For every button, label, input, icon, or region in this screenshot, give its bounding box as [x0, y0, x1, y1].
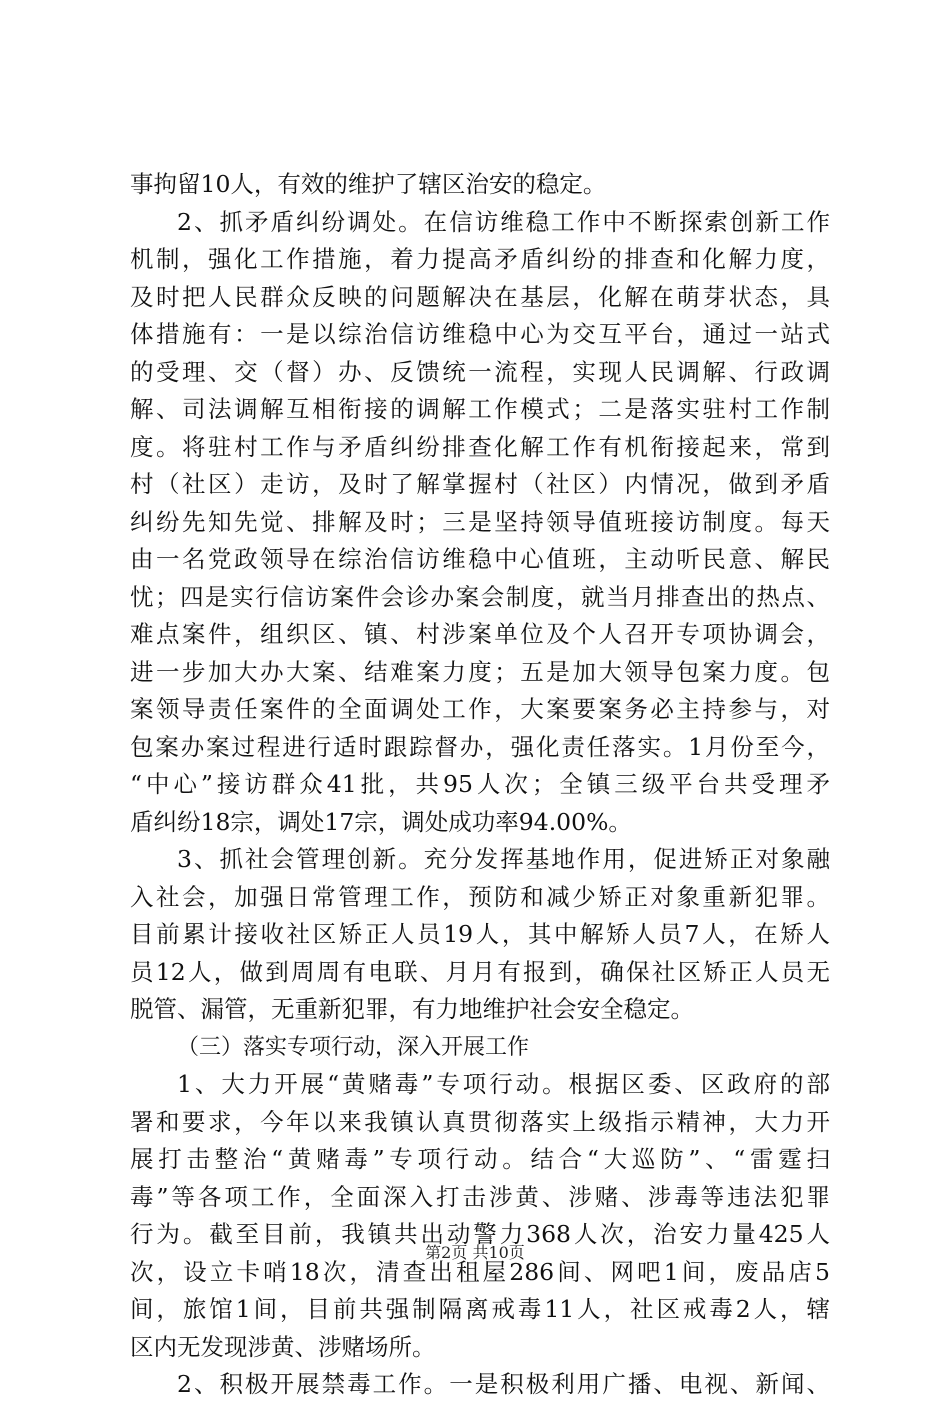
text-line: 盾纠纷18宗，调处17宗，调处成功率94.00%。	[130, 807, 632, 836]
text-line: 机制，强化工作措施，着力提高矛盾纠纷的排查和化解力度，	[130, 245, 830, 273]
text-line: 2、抓矛盾纠纷调处。在信访维稳工作中不断探索创新工作	[177, 207, 830, 236]
text-line: 忧；四是实行信访案件会诊办案会制度，就当月排查出的热点、	[130, 582, 830, 611]
text-line: 3、抓社会管理创新。充分发挥基地作用，促进矫正对象融	[177, 845, 830, 873]
text-line: 署和要求，今年以来我镇认真贯彻落实上级指示精神，大力开	[130, 1107, 830, 1136]
text-line: 包案办案过程进行适时跟踪督办，强化责任落实。1月份至今，	[130, 732, 830, 761]
section-heading: （三）落实专项行动，深入开展工作	[177, 1034, 530, 1060]
text-line: 事拘留10人，有效的维护了辖区治安的稳定。	[130, 170, 607, 198]
text-line: 体措施有：一是以综治信访维稳中心为交互平台，通过一站式	[130, 320, 830, 348]
text-line: 次，设立卡哨18次，清查出租屋286间、网吧1间，废品店5	[130, 1257, 830, 1286]
text-line: 及时把人民群众反映的问题解决在基层，化解在萌芽状态，具	[130, 282, 830, 311]
text-line: 展打击整治“黄赌毒”专项行动。结合“大巡防”、“雷霆扫	[130, 1145, 830, 1173]
text-line: “中心”接访群众41批，共95人次；全镇三级平台共受理矛	[130, 770, 830, 798]
text-line: 区内无发现涉黄、涉赌场所。	[130, 1332, 436, 1361]
text-line: 脱管、漏管，无重新犯罪，有力地维护社会安全稳定。	[130, 995, 694, 1023]
text-line: 村（社区）走访，及时了解掌握村（社区）内情况，做到矛盾	[130, 470, 830, 498]
document-body	[130, 166, 830, 1404]
text-line: 由一名党政领导在综治信访维稳中心值班，主动听民意、解民	[130, 545, 830, 573]
text-line: 案领导责任案件的全面调处工作，大案要案务必主持参与，对	[130, 695, 830, 723]
text-line: 间，旅馆1间，目前共强制隔离戒毒11人，社区戒毒2人，辖	[130, 1295, 830, 1323]
text-line: 行为。截至目前，我镇共出动警力368人次，治安力量425人	[130, 1220, 830, 1248]
text-line: 解、司法调解互相衔接的调解工作模式；二是落实驻村工作制	[130, 395, 830, 423]
text-line: 1、大力开展“黄赌毒”专项行动。根据区委、区政府的部	[177, 1070, 830, 1098]
text-line: 毒”等各项工作，全面深入打击涉黄、涉赌、涉毒等违法犯罪	[130, 1182, 830, 1211]
text-line: 进一步加大办大案、结难案力度；五是加大领导包案力度。包	[130, 657, 830, 686]
page-footer: 第2页 共10页	[425, 1243, 525, 1262]
text-line: 入社会，加强日常管理工作，预防和减少矫正对象重新犯罪。	[130, 882, 830, 911]
text-line: 2、积极开展禁毒工作。一是积极利用广播、电视、新闻、	[177, 1370, 830, 1398]
text-line: 的受理、交（督）办、反馈统一流程，实现人民调解、行政调	[130, 357, 830, 386]
text-line: 难点案件，组织区、镇、村涉案单位及个人召开专项协调会，	[130, 620, 830, 648]
text-line: 度。将驻村工作与矛盾纠纷排查化解工作有机衔接起来，常到	[130, 432, 830, 461]
text-line: 纠纷先知先觉、排解及时；三是坚持领导值班接访制度。每天	[130, 507, 830, 536]
text-line: 目前累计接收社区矫正人员19人，其中解矫人员7人，在矫人	[130, 920, 830, 948]
text-line: 员12人，做到周周有电联、月月有报到，确保社区矫正人员无	[130, 957, 830, 986]
